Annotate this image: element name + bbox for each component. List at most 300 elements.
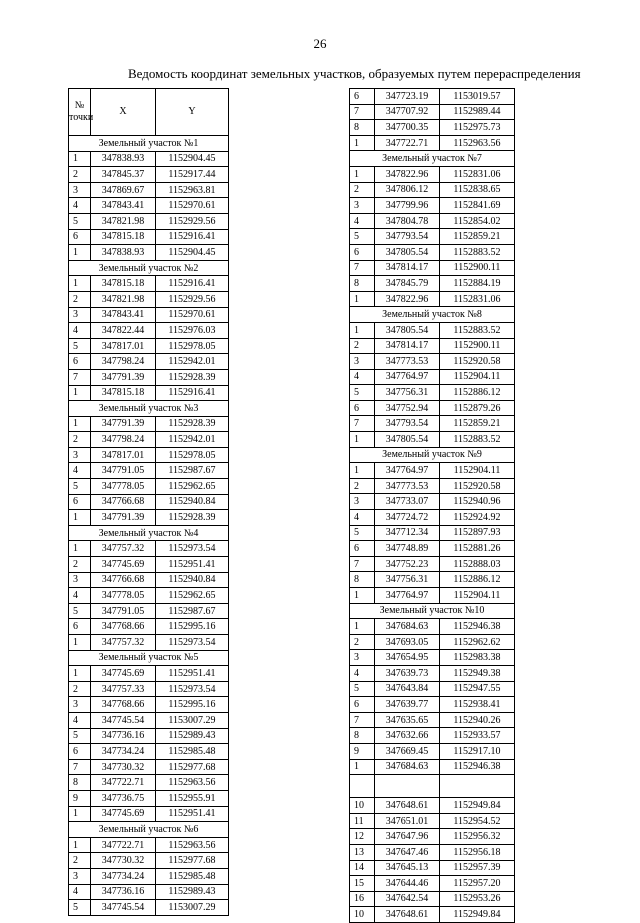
x-coordinate-cell: 347745.69 [91,557,156,573]
x-coordinate-cell: 347757.32 [91,541,156,557]
table-row [69,837,229,853]
x-coordinate-cell: 347639.77 [375,697,440,713]
table-row [69,900,229,916]
y-coordinate-cell: 1152962.65 [156,588,229,604]
y-coordinate-cell: 1152963.56 [156,775,229,791]
point-number-cell: 8 [350,728,375,744]
y-coordinate-cell: 1152989.43 [156,884,229,900]
y-coordinate-cell: 1152884.19 [440,276,515,292]
coordinates-table-right [349,88,515,923]
x-coordinate-cell: 347814.17 [375,338,440,354]
point-number-cell: 3 [69,697,91,713]
x-coordinate-cell: 347764.97 [375,369,440,385]
point-number-cell: 5 [350,385,375,401]
y-coordinate-cell: 1152963.56 [156,837,229,853]
y-coordinate-cell: 1152949.38 [440,665,515,681]
x-coordinate-cell: 347647.96 [375,829,440,845]
y-coordinate-cell: 1152897.93 [440,525,515,541]
point-number-cell: 10 [350,907,375,923]
point-number-cell: 4 [69,588,91,604]
x-coordinate-cell: 347734.24 [91,868,156,884]
y-coordinate-cell: 1152928.39 [156,510,229,526]
table-row [350,385,515,401]
section-title: Земельный участок №1 [69,136,229,152]
table-row [350,572,515,588]
y-coordinate-cell: 1152929.56 [156,291,229,307]
point-number-cell: 2 [69,557,91,573]
blank-row [350,775,515,798]
point-number-cell: 7 [350,712,375,728]
table-row [350,135,515,151]
table-row [350,229,515,245]
section-header-row [69,822,229,838]
table-row [69,853,229,869]
x-coordinate-cell: 347635.65 [375,712,440,728]
x-coordinate-cell: 347773.53 [375,354,440,370]
y-coordinate-cell: 1152904.45 [156,151,229,167]
table-row [69,307,229,323]
point-number-cell: 15 [350,876,375,892]
table-row [350,322,515,338]
x-coordinate-cell: 347845.37 [91,167,156,183]
y-coordinate-cell: 1152940.84 [156,572,229,588]
table-row [69,245,229,261]
header-x: X [91,89,156,136]
x-coordinate-cell: 347745.69 [91,666,156,682]
table-row [69,541,229,557]
y-coordinate-cell: 1152924.92 [440,510,515,526]
table-row [69,666,229,682]
x-coordinate-cell: 347764.97 [375,463,440,479]
y-coordinate-cell: 1152933.57 [440,728,515,744]
y-coordinate-cell: 1152962.62 [440,634,515,650]
x-coordinate-cell: 347756.31 [375,572,440,588]
x-coordinate-cell: 347821.98 [91,213,156,229]
point-number-cell: 1 [69,837,91,853]
x-coordinate-cell: 347644.46 [375,876,440,892]
y-coordinate-cell: 1152995.16 [156,619,229,635]
table-row [350,291,515,307]
point-number-cell: 6 [350,244,375,260]
table-row [350,876,515,892]
x-coordinate-cell: 347804.78 [375,213,440,229]
point-number-cell: 6 [350,697,375,713]
section-header-row [350,603,515,619]
table-row [350,665,515,681]
point-number-cell: 1 [69,276,91,292]
x-coordinate-cell: 347768.66 [91,697,156,713]
point-number-cell: 1 [350,166,375,182]
x-coordinate-cell: 347766.68 [91,494,156,510]
table-row [69,416,229,432]
x-coordinate-cell: 347745.69 [91,806,156,822]
x-coordinate-cell: 347654.95 [375,650,440,666]
point-number-cell: 7 [69,759,91,775]
point-number-cell: 1 [350,135,375,151]
y-coordinate-cell: 1152917.10 [440,743,515,759]
section-header-row [69,136,229,152]
y-coordinate-cell: 1152838.65 [440,182,515,198]
point-number-cell: 3 [69,447,91,463]
point-number-cell: 1 [350,759,375,775]
table-row [350,182,515,198]
section-title: Земельный участок №5 [69,650,229,666]
y-coordinate-cell: 1152917.44 [156,167,229,183]
y-coordinate-cell: 1152973.54 [156,635,229,651]
y-coordinate-cell: 1152956.32 [440,829,515,845]
table-header-row [69,89,229,136]
y-coordinate-cell: 1152942.01 [156,432,229,448]
table-row [350,697,515,713]
x-coordinate-cell: 347733.07 [375,494,440,510]
table-row [350,798,515,814]
y-coordinate-cell: 1153007.29 [156,900,229,916]
y-coordinate-cell: 1152831.06 [440,166,515,182]
y-coordinate-cell: 1152951.41 [156,557,229,573]
x-coordinate-cell: 347722.71 [91,837,156,853]
y-coordinate-cell: 1152920.58 [440,354,515,370]
point-number-cell: 5 [350,229,375,245]
point-number-cell: 2 [69,167,91,183]
y-coordinate-cell: 1152951.41 [156,806,229,822]
point-number-cell: 8 [350,120,375,136]
section-header-row [350,307,515,323]
table-row [350,463,515,479]
y-coordinate-cell: 1152859.21 [440,416,515,432]
x-coordinate-cell: 347778.05 [91,588,156,604]
x-coordinate-cell: 347798.24 [91,432,156,448]
y-coordinate-cell: 1152976.03 [156,323,229,339]
x-coordinate-cell: 347752.94 [375,400,440,416]
point-number-cell: 4 [350,213,375,229]
point-number-cell: 6 [69,229,91,245]
x-coordinate-cell: 347730.32 [91,853,156,869]
y-coordinate-cell: 1152904.11 [440,369,515,385]
point-number-cell: 4 [350,665,375,681]
x-coordinate-cell: 347645.13 [375,860,440,876]
y-coordinate-cell: 1152940.26 [440,712,515,728]
point-number-cell: 1 [69,416,91,432]
point-number-cell: 1 [69,806,91,822]
point-number-cell: 4 [69,884,91,900]
y-coordinate-cell: 1152859.21 [440,229,515,245]
header-point-number: № точки [69,89,91,136]
point-number-cell: 7 [350,416,375,432]
x-coordinate-cell: 347869.67 [91,182,156,198]
blank-cell [440,775,515,798]
point-number-cell: 1 [350,291,375,307]
point-number-cell: 3 [69,307,91,323]
table-row [69,182,229,198]
table-row [350,276,515,292]
table-row [350,619,515,635]
x-coordinate-cell: 347723.19 [375,89,440,105]
point-number-cell: 6 [350,541,375,557]
header-y: Y [156,89,229,136]
point-number-cell: 2 [69,853,91,869]
x-coordinate-cell: 347805.54 [375,322,440,338]
table-row [350,338,515,354]
table-row [350,907,515,923]
y-coordinate-cell: 1152888.03 [440,556,515,572]
table-row [69,213,229,229]
y-coordinate-cell: 1152938.41 [440,697,515,713]
table-row [69,697,229,713]
x-coordinate-cell: 347736.16 [91,728,156,744]
table-row [350,844,515,860]
x-coordinate-cell: 347693.05 [375,634,440,650]
x-coordinate-cell: 347845.79 [375,276,440,292]
y-coordinate-cell: 1152957.39 [440,860,515,876]
section-title: Земельный участок №8 [350,307,515,323]
table-row [69,806,229,822]
x-coordinate-cell: 347643.84 [375,681,440,697]
point-number-cell: 3 [69,572,91,588]
y-coordinate-cell: 1152989.44 [440,104,515,120]
x-coordinate-cell: 347684.63 [375,759,440,775]
table-row [69,323,229,339]
point-number-cell: 7 [350,104,375,120]
x-coordinate-cell: 347648.61 [375,798,440,814]
x-coordinate-cell: 347791.05 [91,463,156,479]
x-coordinate-cell: 347838.93 [91,151,156,167]
point-number-cell: 3 [350,354,375,370]
y-coordinate-cell: 1152916.41 [156,385,229,401]
y-coordinate-cell: 1152904.45 [156,245,229,261]
x-coordinate-cell: 347822.96 [375,166,440,182]
section-header-row [69,525,229,541]
y-coordinate-cell: 1152883.52 [440,322,515,338]
table-row [69,884,229,900]
table-row [69,619,229,635]
x-coordinate-cell: 347722.71 [91,775,156,791]
y-coordinate-cell: 1152956.18 [440,844,515,860]
x-coordinate-cell: 347757.32 [91,635,156,651]
y-coordinate-cell: 1152953.26 [440,891,515,907]
x-coordinate-cell: 347838.93 [91,245,156,261]
table-row [69,354,229,370]
point-number-cell: 5 [69,728,91,744]
point-number-cell: 3 [350,198,375,214]
x-coordinate-cell: 347632.66 [375,728,440,744]
table-row [350,728,515,744]
table-body-right [350,89,515,923]
table-row [69,198,229,214]
x-coordinate-cell: 347712.34 [375,525,440,541]
table-row [69,276,229,292]
table-row [69,291,229,307]
point-number-cell: 10 [350,798,375,814]
x-coordinate-cell: 347778.05 [91,479,156,495]
table-row [350,89,515,105]
point-number-cell: 1 [69,666,91,682]
y-coordinate-cell: 1152940.84 [156,494,229,510]
x-coordinate-cell: 347707.92 [375,104,440,120]
x-coordinate-cell: 347822.44 [91,323,156,339]
y-coordinate-cell: 1152955.91 [156,790,229,806]
y-coordinate-cell: 1152883.52 [440,244,515,260]
table-row [69,588,229,604]
blank-cell [375,775,440,798]
y-coordinate-cell: 1152977.68 [156,853,229,869]
point-number-cell: 1 [350,588,375,604]
y-coordinate-cell: 1152989.43 [156,728,229,744]
point-number-cell: 2 [350,182,375,198]
point-number-cell: 1 [350,619,375,635]
section-title: Земельный участок №9 [350,447,515,463]
table-body-left [69,136,229,916]
table-row [350,650,515,666]
point-number-cell: 7 [69,369,91,385]
y-coordinate-cell: 1152983.38 [440,650,515,666]
x-coordinate-cell: 347756.31 [375,385,440,401]
point-number-cell: 3 [69,868,91,884]
y-coordinate-cell: 1152881.26 [440,541,515,557]
section-title: Земельный участок №2 [69,260,229,276]
x-coordinate-cell: 347791.39 [91,416,156,432]
point-number-cell: 6 [69,744,91,760]
y-coordinate-cell: 1152962.65 [156,479,229,495]
y-coordinate-cell: 1152904.11 [440,463,515,479]
point-number-cell: 5 [350,525,375,541]
y-coordinate-cell: 1152940.96 [440,494,515,510]
table-row [350,244,515,260]
x-coordinate-cell: 347814.17 [375,260,440,276]
section-header-row [69,260,229,276]
x-coordinate-cell: 347651.01 [375,813,440,829]
y-coordinate-cell: 1152854.02 [440,213,515,229]
table-row [69,790,229,806]
x-coordinate-cell: 347764.97 [375,588,440,604]
x-coordinate-cell: 347669.45 [375,743,440,759]
x-coordinate-cell: 347752.23 [375,556,440,572]
x-coordinate-cell: 347748.89 [375,541,440,557]
section-header-row [69,401,229,417]
y-coordinate-cell: 1152978.05 [156,447,229,463]
table-row [350,400,515,416]
y-coordinate-cell: 1152970.61 [156,198,229,214]
x-coordinate-cell: 347736.75 [91,790,156,806]
table-row [350,541,515,557]
table-row [69,572,229,588]
x-coordinate-cell: 347815.18 [91,385,156,401]
point-number-cell: 1 [350,432,375,448]
y-coordinate-cell: 1152900.11 [440,260,515,276]
table-row [350,369,515,385]
table-row [69,712,229,728]
document-title: Ведомость координат земельных участков, образуемых путем перераспределения [128,66,581,81]
table-row [350,198,515,214]
x-coordinate-cell: 347791.05 [91,603,156,619]
x-coordinate-cell: 347798.24 [91,354,156,370]
x-coordinate-cell: 347768.66 [91,619,156,635]
y-coordinate-cell: 1152920.58 [440,478,515,494]
table-row [69,868,229,884]
y-coordinate-cell: 1153007.29 [156,712,229,728]
x-coordinate-cell: 347791.39 [91,510,156,526]
y-coordinate-cell: 1152879.26 [440,400,515,416]
table-row [69,151,229,167]
x-coordinate-cell: 347724.72 [375,510,440,526]
point-number-cell: 5 [350,681,375,697]
y-coordinate-cell: 1152928.39 [156,416,229,432]
y-coordinate-cell: 1152947.55 [440,681,515,697]
x-coordinate-cell: 347843.41 [91,307,156,323]
table-row [350,120,515,136]
table-row [69,229,229,245]
y-coordinate-cell: 1152916.41 [156,276,229,292]
table-row [69,681,229,697]
y-coordinate-cell: 1152886.12 [440,385,515,401]
table-row [350,525,515,541]
section-title: Земельный участок №4 [69,525,229,541]
page-number: 26 [313,36,327,51]
section-title: Земельный участок №6 [69,822,229,838]
x-coordinate-cell: 347639.73 [375,665,440,681]
table-row [350,634,515,650]
table-row [69,494,229,510]
point-number-cell: 8 [350,276,375,292]
table-row [350,681,515,697]
y-coordinate-cell: 1153019.57 [440,89,515,105]
y-coordinate-cell: 1152977.68 [156,759,229,775]
table-row [350,556,515,572]
y-coordinate-cell: 1152951.41 [156,666,229,682]
table-row [69,447,229,463]
table-row [350,478,515,494]
table-row [350,891,515,907]
x-coordinate-cell: 347700.35 [375,120,440,136]
x-coordinate-cell: 347745.54 [91,900,156,916]
section-title: Земельный участок №10 [350,603,515,619]
table-row [69,557,229,573]
point-number-cell: 4 [350,369,375,385]
point-number-cell: 2 [69,681,91,697]
point-number-cell: 6 [350,400,375,416]
x-coordinate-cell: 347684.63 [375,619,440,635]
point-number-cell: 1 [69,635,91,651]
table-row [350,510,515,526]
y-coordinate-cell: 1152987.67 [156,603,229,619]
section-header-row [350,151,515,167]
table-row [350,860,515,876]
point-number-cell: 1 [69,541,91,557]
point-number-cell: 6 [350,89,375,105]
point-number-cell: 6 [69,354,91,370]
table-row [69,369,229,385]
x-coordinate-cell: 347736.16 [91,884,156,900]
x-coordinate-cell: 347821.98 [91,291,156,307]
section-header-row [350,447,515,463]
x-coordinate-cell: 347791.39 [91,369,156,385]
point-number-cell: 8 [69,775,91,791]
y-coordinate-cell: 1152995.16 [156,697,229,713]
y-coordinate-cell: 1152949.84 [440,907,515,923]
table-row [69,603,229,619]
x-coordinate-cell: 347815.18 [91,276,156,292]
x-coordinate-cell: 347773.53 [375,478,440,494]
point-number-cell: 1 [350,322,375,338]
y-coordinate-cell: 1152928.39 [156,369,229,385]
y-coordinate-cell: 1152904.11 [440,588,515,604]
table-row [350,743,515,759]
y-coordinate-cell: 1152985.48 [156,744,229,760]
table-row [350,416,515,432]
y-coordinate-cell: 1152963.81 [156,182,229,198]
point-number-cell: 11 [350,813,375,829]
table-row [350,104,515,120]
point-number-cell: 8 [350,572,375,588]
